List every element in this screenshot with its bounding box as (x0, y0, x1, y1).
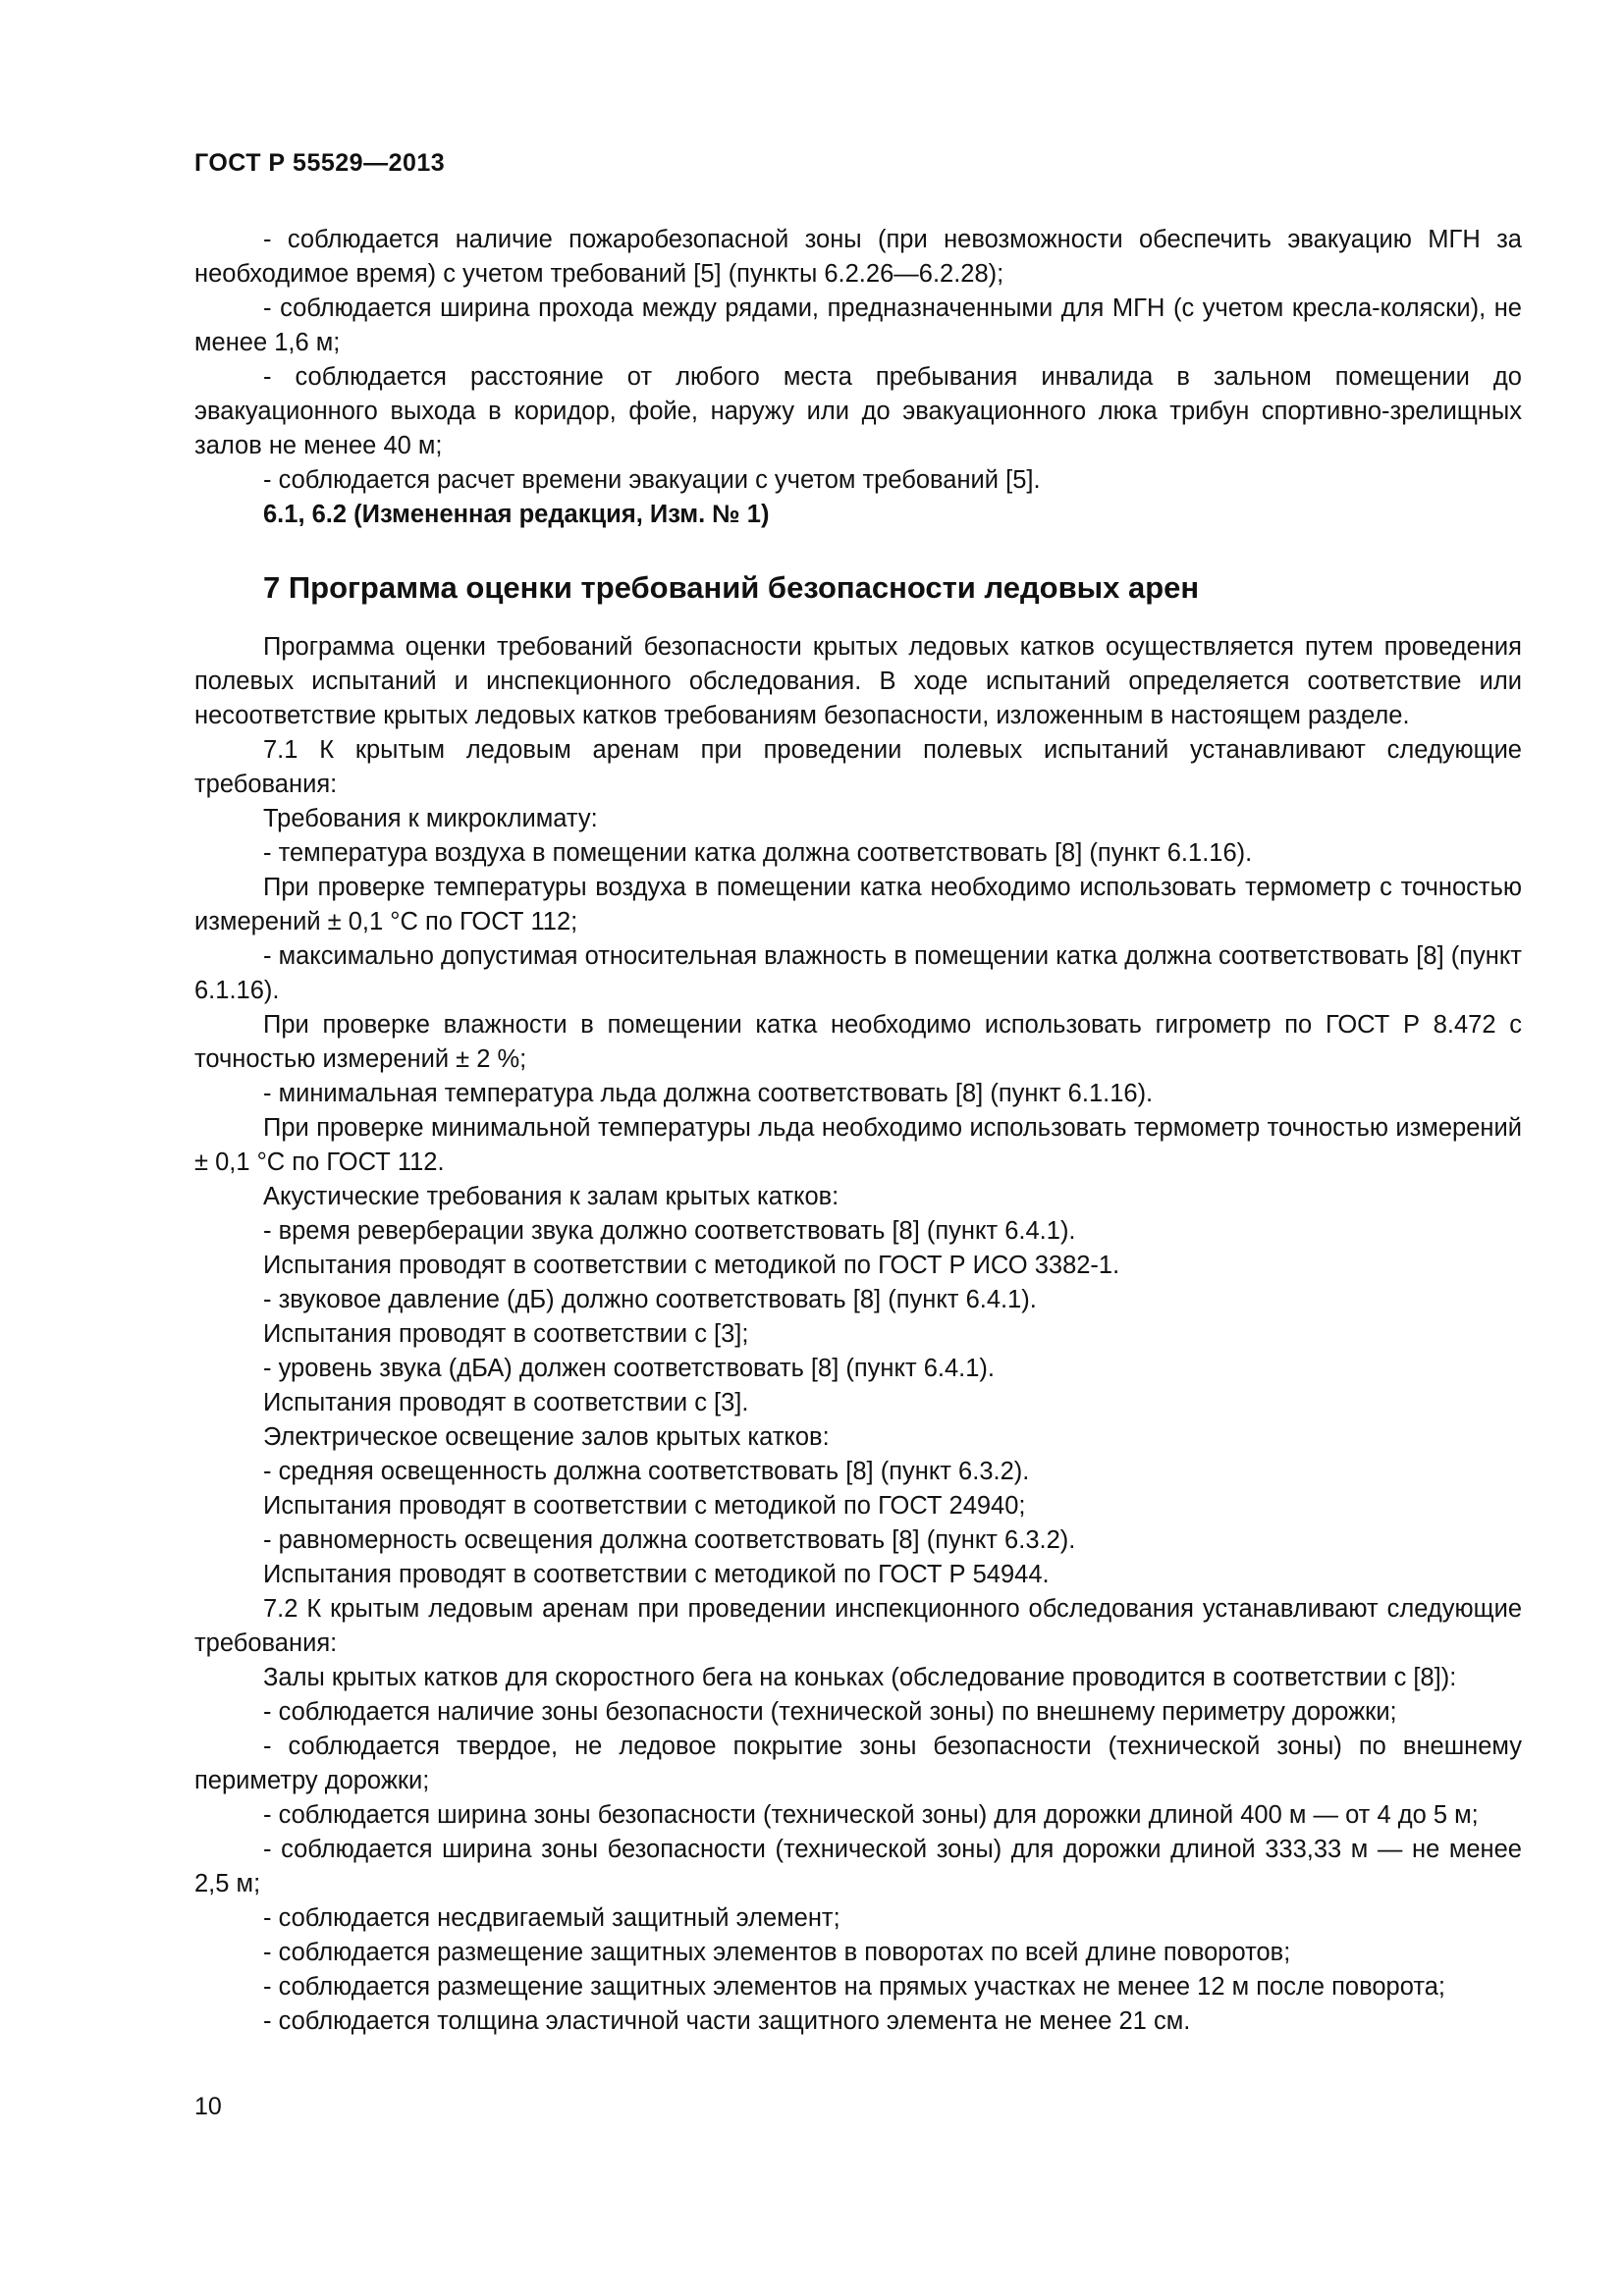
paragraph: Требования к микроклимату: (263, 805, 598, 832)
paragraph: - соблюдается толщина эластичной части защитного элемента не менее 21 см. (263, 2007, 1191, 2035)
paragraph: - соблюдается ширина зоны безопасности (технической зоны) для дорожки длиной 333,33 м — не менее 2,5 м; (194, 1836, 1522, 1897)
paragraph: При проверке температуры воздуха в помещении катка необходимо использовать термометр с точностью измерений ± 0,1 °С по ГОСТ 112; (194, 874, 1522, 935)
paragraph: 7.1 К крытым ледовым аренам при проведении полевых испытаний устанавливают следующие требования: (194, 736, 1522, 798)
paragraph: Испытания проводят в соответствии с [3]. (263, 1389, 749, 1416)
paragraph: Испытания проводят в соответствии с методикой по ГОСТ Р ИСО 3382-1. (263, 1252, 1120, 1279)
paragraph: - средняя освещенность должна соответствовать [8] (пункт 6.3.2). (263, 1458, 1030, 1485)
paragraph: - соблюдается размещение защитных элементов на прямых участках не менее 12 м после поворота; (263, 1973, 1445, 2001)
paragraph: - время реверберации звука должно соответствовать [8] (пункт 6.4.1). (263, 1217, 1076, 1245)
paragraph: При проверке влажности в помещении катка необходимо использовать гигрометр по ГОСТ Р 8.472 с точностью измерений ± 2 %; (194, 1011, 1522, 1073)
paragraph: - соблюдается расчет времени эвакуации с учетом требований [5]. (263, 466, 1041, 494)
paragraph: 7.2 К крытым ледовым аренам при проведении инспекционного обследования устанавливают следующие требования: (194, 1595, 1522, 1657)
paragraph: - звуковое давление (дБ) должно соответствовать [8] (пункт 6.4.1). (263, 1286, 1037, 1313)
paragraph: - уровень звука (дБА) должен соответствовать [8] (пункт 6.4.1). (263, 1355, 996, 1382)
paragraph: - равномерность освещения должна соответствовать [8] (пункт 6.3.2). (263, 1526, 1076, 1554)
paragraph: Испытания проводят в соответствии с методикой по ГОСТ 24940; (263, 1492, 1026, 1520)
paragraph: - соблюдается наличие пожаробезопасной зоны (при невозможности обеспечить эвакуацию МГН за необходимое время) с учетом требований [5] (пункты 6.2.26—6.2.28); (194, 226, 1522, 288)
paragraph: Испытания проводят в соответствии с методикой по ГОСТ Р 54944. (263, 1561, 1050, 1588)
paragraph: Залы крытых катков для скоростного бега на коньках (обследование проводится в соответствии с [8]): (263, 1664, 1457, 1691)
section-title: 7 Программа оценки требований безопасности ледовых арен (263, 570, 1200, 605)
paragraph: - соблюдается расстояние от любого места пребывания инвалида в зальном помещении до эвакуационного выхода в коридор, фойе, наружу или до эвакуационного люка трибун спортивно-зрелищных залов не менее 40 м; (194, 363, 1522, 459)
paragraph: - соблюдается ширина зоны безопасности (технической зоны) для дорожки длиной 400 м — от 4 до 5 м; (263, 1801, 1479, 1829)
paragraph: - соблюдается ширина прохода между рядами, предназначенными для МГН (с учетом кресла-коляски), не менее 1,6 м; (194, 294, 1522, 356)
paragraph: Акустические требования к залам крытых катков: (263, 1183, 839, 1210)
document-header-id: ГОСТ Р 55529—2013 (194, 149, 446, 177)
paragraph: - соблюдается размещение защитных элементов в поворотах по всей длине поворотов; (263, 1939, 1291, 1966)
paragraph: - минимальная температура льда должна соответствовать [8] (пункт 6.1.16). (263, 1080, 1154, 1107)
paragraph: - соблюдается несдвигаемый защитный элемент; (263, 1904, 840, 1932)
document-body (194, 223, 1522, 2039)
page-number: 10 (194, 2093, 222, 2120)
paragraph: Испытания проводят в соответствии с [3]; (263, 1320, 749, 1348)
paragraph: Программа оценки требований безопасности крытых ледовых катков осуществляется путем проведения полевых испытаний и инспекционного обследования. В ходе испытаний определяется соответствие или несоответствие крытых ледовых катков требованиям безопасности, изложенным в настоящем разделе. (194, 633, 1522, 729)
paragraph: При проверке минимальной температуры льда необходимо использовать термометр точностью измерений ± 0,1 °С по ГОСТ 112. (194, 1114, 1522, 1176)
paragraph: - соблюдается наличие зоны безопасности (технической зоны) по внешнему периметру дорожки; (263, 1698, 1397, 1726)
paragraph: - температура воздуха в помещении катка должна соответствовать [8] (пункт 6.1.16). (263, 839, 1253, 867)
paragraph: - максимально допустимая относительная влажность в помещении катка должна соответствовать [8] (пункт 6.1.16). (194, 942, 1522, 1004)
paragraph: - соблюдается твердое, не ледовое покрытие зоны безопасности (технической зоны) по внешнему периметру дорожки; (194, 1733, 1522, 1794)
amendment-note: 6.1, 6.2 (Измененная редакция, Изм. № 1) (263, 501, 770, 528)
paragraph: Электрическое освещение залов крытых катков: (263, 1423, 830, 1451)
